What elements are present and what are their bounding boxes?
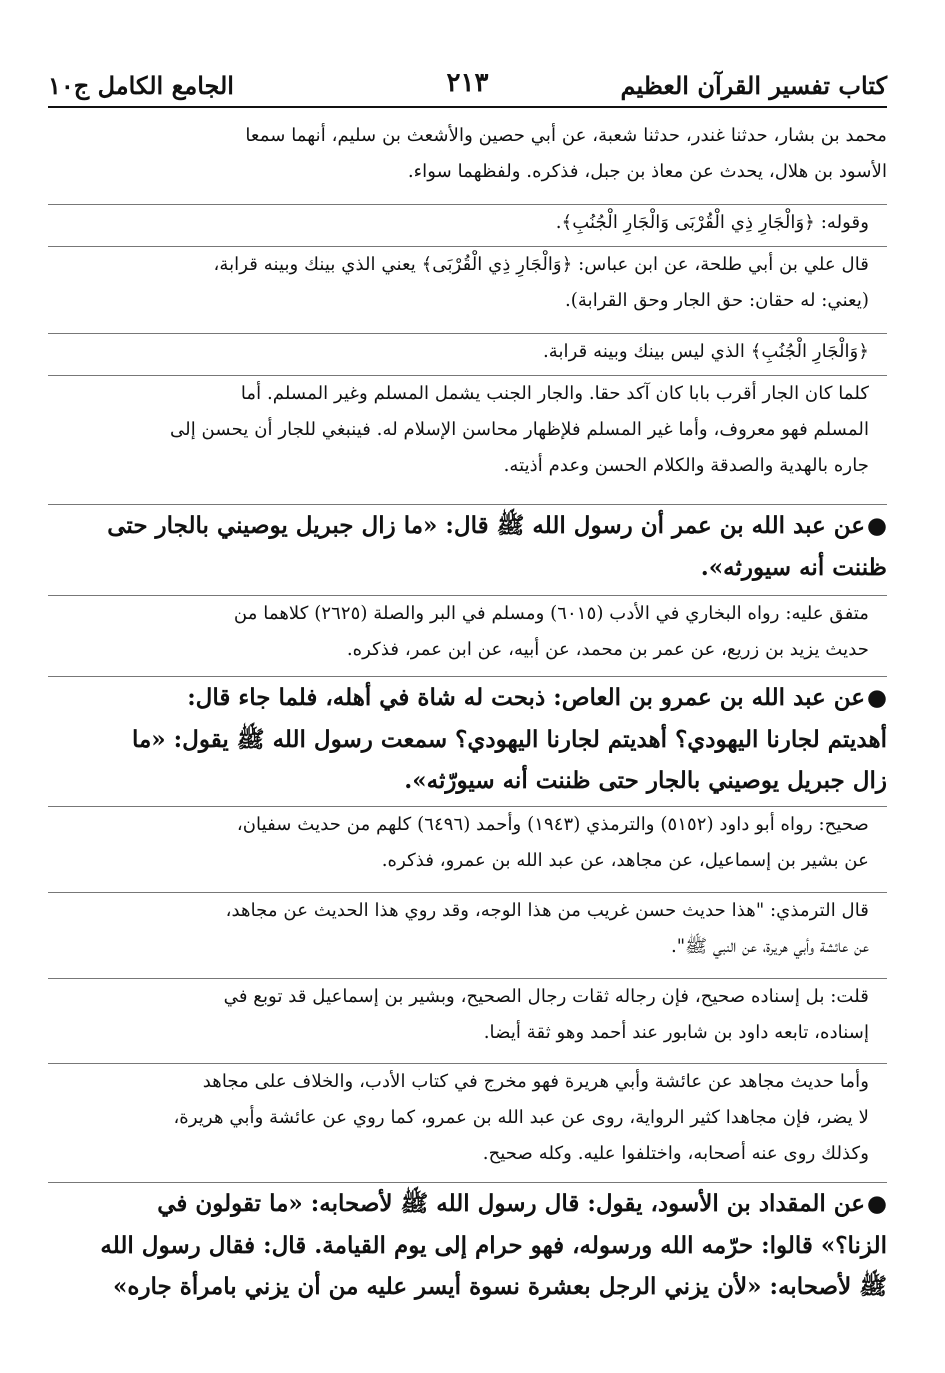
- text-line: ﷺ لأصحابه: «لأن يزني الرجل بعشرة نسوة أيسر عليه من أن يزني بامرأة جاره»: [113, 1273, 887, 1300]
- text-block: [48, 334, 887, 376]
- text-line: محمد بن بشار، حدثنا غندر، حدثنا شعبة، عن أبي حصين والأشعث بن سليم، أنهما سمعا: [245, 125, 887, 146]
- text-line-with-bullet: [48, 1183, 887, 1225]
- text-block: [48, 596, 887, 677]
- text-line: قال علي بن أبي طلحة، عن ابن عباس: ﴿وَالْجَارِ ذِي الْقُرْبَى﴾ يعني الذي بينك وبينه قرابة،: [213, 254, 869, 275]
- text-line: إسناده، تابعه داود بن شابور عند أحمد وهو ثقة أيضا.: [483, 1022, 869, 1043]
- text-line: زال جبريل يوصيني بالجار حتى ظننت أنه سيورّثه».: [404, 767, 887, 794]
- text-line-with-bullet: [48, 505, 887, 547]
- text-line: متفق عليه: رواه البخاري في الأدب (٦٠١٥) ومسلم في البر والصلة (٢٦٢٥) كلاهما من: [233, 603, 869, 624]
- text-line: عن عائشة وأبي هريرة، عن النبي ﷺ".: [670, 936, 869, 957]
- bullet-icon: ●: [866, 684, 887, 711]
- text-line: الأسود بن هلال، يحدث عن معاذ بن جبل، فذكره. ولفظهما سواء.: [407, 161, 887, 182]
- text-block: [48, 247, 887, 334]
- text-block: [48, 505, 887, 596]
- text-line: ظننت أنه سيورثه».: [700, 553, 887, 581]
- text-block: [48, 118, 887, 205]
- text-block: [48, 376, 887, 505]
- text-line: وأما حديث مجاهد عن عائشة وأبي هريرة فهو مخرج في كتاب الأدب، والخلاف على مجاهد: [202, 1071, 869, 1092]
- text-line: المسلم فهو معروف، وأما غير المسلم فلإظهار محاسن الإسلام له. فينبغي للجار أن يحسن إلى: [170, 419, 869, 440]
- text-line: كلما كان الجار أقرب بابا كان آكد حقا. والجار الجنب يشمل المسلم وغير المسلم. أما: [240, 383, 869, 404]
- text-block: [48, 807, 887, 893]
- page-body: [48, 118, 887, 1333]
- page-number: ٢١٣: [446, 68, 489, 98]
- text-line: قال الترمذي: "هذا حديث حسن غريب من هذا الوجه، وقد روي هذا الحديث عن مجاهد،: [225, 900, 869, 921]
- text-line: جاره بالهدية والصدقة والكلام الحسن وعدم أذيته.: [503, 455, 869, 476]
- text-line: وكذلك روى عنه أصحابه، واختلفوا عليه. وكله صحيح.: [482, 1143, 869, 1164]
- text-line-with-bullet: [48, 677, 887, 719]
- text-line: وقوله: ﴿وَالْجَارِ ذِي الْقُرْبَى وَالْجَارِ الْجُنُبِ﴾.: [555, 212, 869, 233]
- text-line: عن المقداد بن الأسود، يقول: قال رسول الله ﷺ لأصحابه: «ما تقولون في: [157, 1190, 865, 1217]
- text-block: [48, 1064, 887, 1183]
- text-line: قلت: بل إسناده صحيح، فإن رجاله ثقات رجال الصحيح، وبشير بن إسماعيل قد توبع في: [223, 986, 869, 1007]
- text-line: أهديتم لجارنا اليهودي؟ أهديتم لجارنا اليهودي؟ سمعت رسول الله ﷺ يقول: «ما: [131, 725, 887, 753]
- text-line: لا يضر، فإن مجاهدا كثير الرواية، روى عن عبد الله بن عمرو، كما روي عن عائشة وأبي هريرة،: [173, 1107, 869, 1128]
- bullet-icon: ●: [866, 1190, 887, 1217]
- text-line: (يعني: له حقان: حق الجار وحق القرابة).: [565, 290, 869, 311]
- text-block: [48, 677, 887, 807]
- text-block: [48, 979, 887, 1064]
- page-header: [48, 52, 887, 108]
- text-line: الزنا؟» قالوا: حرّمه الله ورسوله، فهو حرام إلى يوم القيامة. قال: فقال رسول الله: [100, 1231, 887, 1259]
- book-title: كتاب تفسير القرآن العظيم: [620, 71, 887, 100]
- text-line: عن بشير بن إسماعيل، عن مجاهد، عن عبد الله بن عمرو، فذكره.: [381, 850, 869, 871]
- text-block: [48, 893, 887, 979]
- volume-label: الجامع الكامل ج١٠: [48, 71, 234, 100]
- text-line: ﴿وَالْجَارِ الْجُنُبِ﴾ الذي ليس بينك وبينه قرابة.: [542, 341, 869, 362]
- text-block: [48, 205, 887, 247]
- text-block: [48, 1183, 887, 1319]
- text-line: حديث يزيد بن زريع، عن عمر بن محمد، عن أبيه، عن ابن عمر، فذكره.: [346, 639, 869, 660]
- text-line: عن عبد الله بن عمر أن رسول الله ﷺ قال: «ما زال جبريل يوصيني بالجار حتى: [107, 512, 865, 539]
- bullet-icon: ●: [866, 512, 887, 539]
- text-line: عن عبد الله بن عمرو بن العاص: ذبحت له شاة في أهله، فلما جاء قال:: [187, 684, 865, 711]
- text-line: صحيح: رواه أبو داود (٥١٥٢) والترمذي (١٩٤٣) وأحمد (٦٤٩٦) كلهم من حديث سفيان،: [236, 814, 869, 835]
